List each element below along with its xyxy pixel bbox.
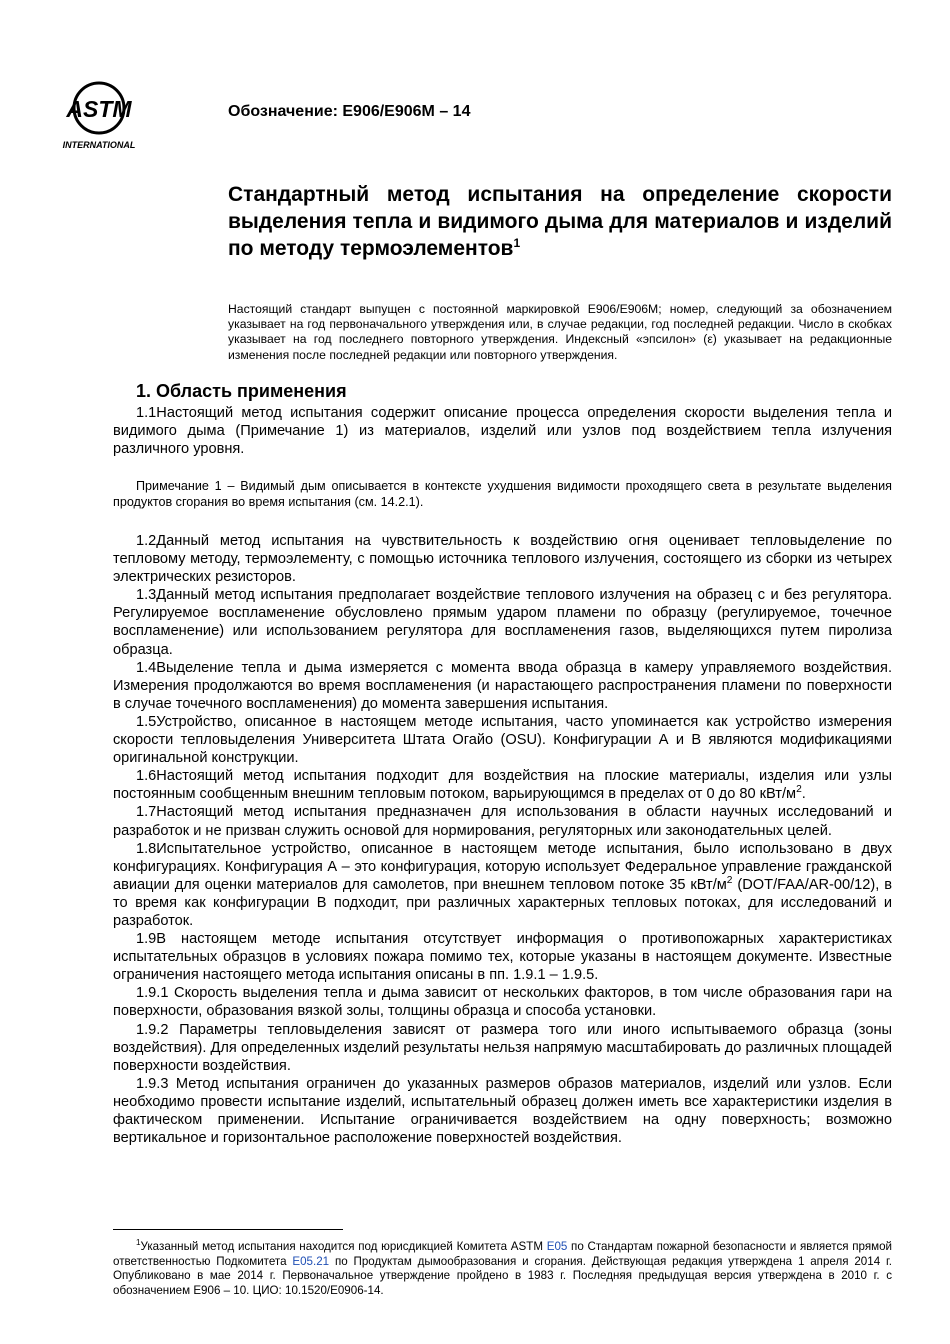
paragraph: 1.4Выделение тепла и дыма измеряется с момента ввода образца в камеру управляемого воздействия. Измерения продолжаются во время воспламенения (и нарастающего распространения пламени по поверхности в случае точечного воспламенения) до момента завершения испытания. [113, 659, 892, 712]
paragraph-1-6: 1.6Настоящий метод испытания подходит для воздействия на плоские материалы, изделия или узлы постоянным сообщенным внешним тепловым потоком, варьирующимся в пределах от 0 до 80 кВт/$м^2$. [113, 768, 892, 803]
svg-text:ASTM: ASTM [66, 96, 132, 122]
designation: Обозначение: E906/E906M – 14 [228, 103, 471, 120]
paragraph: 1.2Данный метод испытания на чувствительность к воздействию огня оценивает тепловыделение по тепловому методу, термоэлементу, с помощью источника теплового излучения, состоящего из сборки из четырех электрических резисторов. [113, 533, 892, 586]
link-e05[interactable]: E05 [546, 1240, 568, 1253]
paragraph-1-9: 1.9В настоящем методе испытания отсутствует информация о противопожарных характеристиках испытательных образцов в условиях пожара помимо тех, которые указаны в настоящем документе. Известные ограничения настоящего метода испытания описаны в пп. 1.9.1 – 1.9.5. [113, 931, 892, 984]
scope-body [113, 532, 892, 1147]
section-heading: 1. Область применения [136, 381, 347, 401]
scope-paragraph-1-1: 1.1Настоящий метод испытания содержит описание процесса определения скорости выделения тепла и видимого дыма (Примечание 1) из материалов, изделий или узлов под воздействием тепла излучения различного уровня. [113, 405, 892, 458]
paragraph: 1.3Данный метод испытания предполагает воздействие теплового излучения на образец с и без регулятора. Регулируемое воспламенение обусловлено прямым ударом пламени по образцу (регулируемое, точечное воспламенение) или использованием регулятора для воспламенения газов, выделяющихся путем пиролиза образца. [113, 587, 892, 658]
paragraph: 1.5Устройство, описанное в настоящем методе испытания, часто упоминается как устройство измерения скорости тепловыделения Университета Штата Огайо (OSU). Конфигурации А и В являются модификациями оригинальной конструкции. [113, 713, 892, 767]
svg-text:INTERNATIONAL: INTERNATIONAL [62, 140, 136, 150]
paragraph-1-9-2: 1.9.2 Параметры тепловыделения зависят от размера того или иного испытываемого образца (зоны воздействия). Для определенных изделий результаты нельзя напрямую масштабировать до различных площадей поверхности воздействия. [113, 1021, 892, 1074]
link-e05-21[interactable]: E05.21 [292, 1254, 330, 1268]
paragraph-1-8: 1.8Испытательное устройство, описанное в настоящем методе испытания, было использовано в двух конфигурациях. Конфигурация А – это конфигурация, которую использует Федеральное управление гражданской авиации для оценки материалов для самолетов, при внешнем тепловом потоке 35 кВт/$м^2$ (DOT/FAA/AR-00/12), в то время как конфигурации В подходит, при различных характерных тепловых потоках, для исследований и разработок. [113, 840, 893, 929]
paragraph-1-9-3: 1.9.3 Метод испытания ограничен до указанных размеров образов материалов, изделий или узлов. Если необходимо провести испытание изделий, испытательный образец должен иметь все характеристики изделия в фактическом применении. Испытание ограничивается воздействием на одну поверхность; возможно вертикальное и горизонтальное расположение поверхностей воздействия. [113, 1075, 892, 1147]
document-title: Стандартный метод испытания на определение скорости выделения тепла и видимого дыма для материалов и изделий по методу термоэлементов$^1$ [228, 183, 892, 260]
title-footnote-mark: 1 [513, 236, 521, 250]
paragraph-1-7: 1.7Настоящий метод испытания предназначен для использования в области научных исследований и разработок и не призван служить основой для нормирования, регуляторных или законодательных целей. [113, 804, 892, 839]
footnote: $^1$Указанный метод испытания находится под юрисдикцией Комитета ASTM E05 по Стандартам пожарной безопасности и является прямой ответственностью Подкомитета E05.21 по Продуктам дымообразования и сгорания. Действующая редакция утверждена 1 апреля 2014 г. Опубликовано в мае 2014 г. Первоначальное утверждение пройдено в 1983 г. Последняя предыдущая версия утверждена в 2010 г. с обозначением E906 – 10. ЦИО: 10.1520/E0906-14. [113, 1238, 893, 1297]
note-1: Примечание 1 – Видимый дым описывается в контексте ухудшения видимости проходящего света в результате выделения продуктов сгорания во время испытания (см. 14.2.1). [113, 479, 892, 509]
astm-logo-icon [56, 80, 142, 152]
intro-text: Настоящий стандарт выпущен с постоянной маркировкой E906/E906M; номер, следующий за обозначением указывает на год первоначального утверждения или, в случае редакции, год последней редакции. Число в скобках указывает на год последнего повторного утверждения. Индексный «эпсилон» (ε) указывает на редакционные изменения после последней редакции или повторного утверждения. [228, 302, 892, 362]
astm-logo [56, 80, 142, 152]
footnote-divider [113, 1229, 343, 1230]
paragraph-1-9-1: 1.9.1 Скорость выделения тепла и дыма зависит от нескольких факторов, в том числе образования гари на поверхности, образования вязкой золы, толщины образца и способа установки. [113, 985, 892, 1020]
